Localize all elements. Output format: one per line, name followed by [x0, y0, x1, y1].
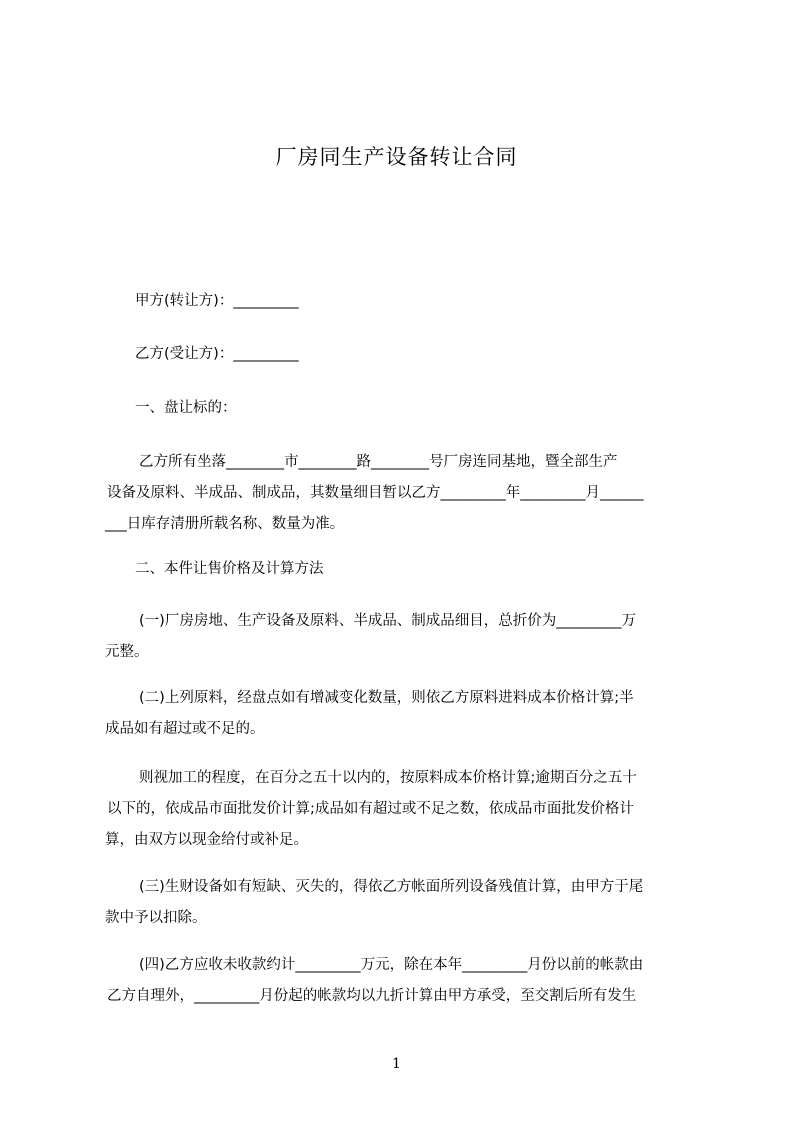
- paragraph-line: 算，由双方以现金给付或补足。: [105, 832, 308, 848]
- item3-paragraph: [105, 877, 705, 939]
- item2-continued-paragraph: [105, 768, 705, 861]
- section2-heading: 二、本件让售价格及计算方法: [135, 561, 324, 577]
- item4-paragraph: [105, 955, 705, 1017]
- paragraph-line: (二)上列原料，经盘点如有增减变化数量，则依乙方原料进料成本价格计算;半: [139, 690, 634, 706]
- paragraph-line: (一)厂房房地、生产设备及原料、半成品、制成品细目，总折价为_________万: [139, 613, 637, 629]
- paragraph-line: 则视加工的程度，在百分之五十以内的，按原料成本价格计算;逾期百分之五十: [139, 770, 637, 786]
- section1-paragraph: [105, 452, 705, 545]
- paragraph-line: ___日库存清册所载名称、数量为准。: [105, 516, 345, 532]
- party-a-line: 甲方(转让方)：_________: [135, 293, 299, 309]
- party-b-line: 乙方(受让方)：_________: [135, 346, 299, 362]
- item1-paragraph: [105, 611, 705, 673]
- paragraph-line: (四)乙方应收未收款约计_________万元，除在本年_________月份以前的帐款由: [139, 957, 644, 973]
- paragraph-line: 成品如有超过或不足的。: [105, 721, 265, 737]
- paragraph-line: 乙方自理外，_________月份起的帐款均以九折计算由甲方承受，至交割后所有发生: [107, 988, 637, 1004]
- page-number: 1: [392, 1056, 401, 1072]
- paragraph-line: 乙方所有坐落________市________路________号厂房连同基地，暨全部生产: [139, 454, 618, 470]
- paragraph-line: (三)生财设备如有短缺、灭失的，得依乙方帐面所列设备残值计算，由甲方于尾: [139, 879, 644, 895]
- document-title: 厂房同生产设备转让合同: [275, 145, 518, 169]
- paragraph-line: 元整。: [105, 644, 149, 660]
- item2-paragraph: [105, 688, 705, 750]
- paragraph-line: 以下的，依成品市面批发价计算;成品如有超过或不足之数，依成品市面批发价格计: [107, 801, 634, 817]
- paragraph-line: 设备及原料、半成品、制成品，其数量细目暂以乙方_________年_________月______: [107, 485, 644, 501]
- paragraph-line: 款中予以扣除。: [105, 910, 207, 926]
- section1-heading: 一、盘让标的：: [135, 400, 237, 416]
